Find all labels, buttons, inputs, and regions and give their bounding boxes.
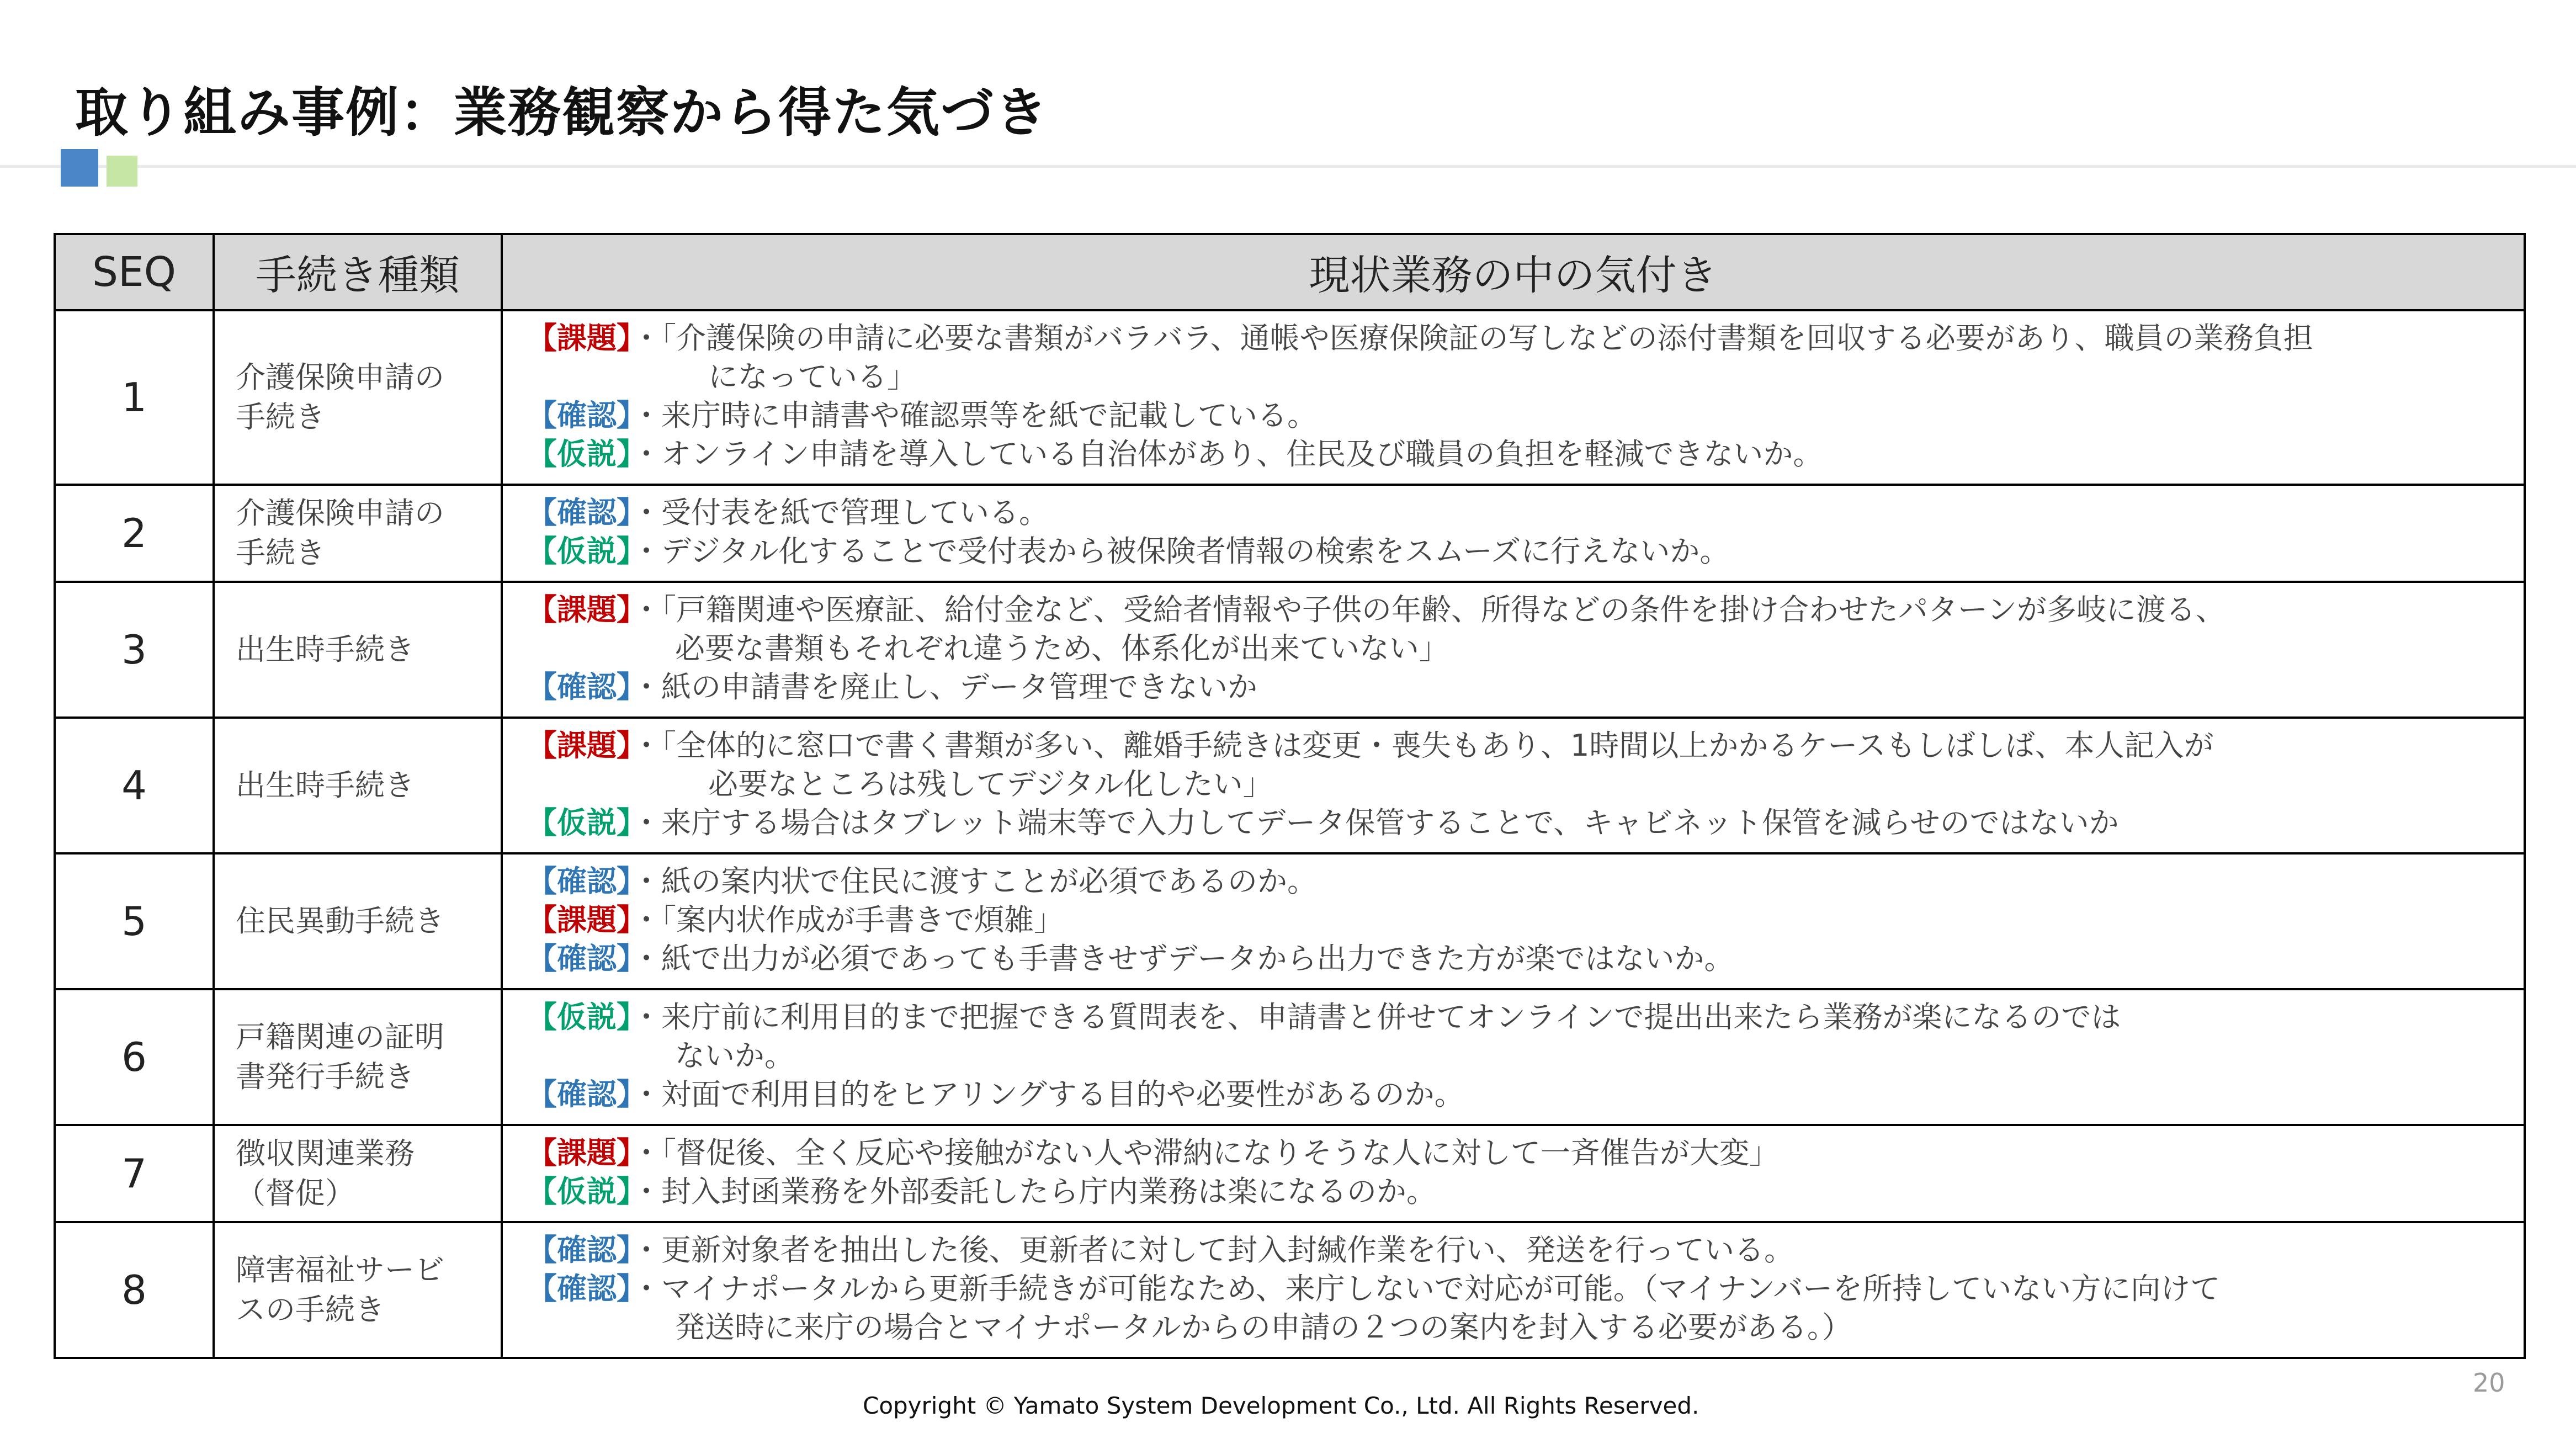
note-tag-kakunin: 【確認】 [527,398,631,433]
accent-square-blue [61,149,98,187]
note-line [527,901,2513,940]
header-seq: SEQ [55,234,214,310]
note-tag-kasetsu: 【仮説】 [527,534,631,569]
note-tag-kakunin: 【確認】 [527,495,631,530]
note-line [527,998,2513,1037]
note-text: ・受付表を紙で管理している。 [631,495,1049,530]
note-line [527,358,2513,396]
note-text: ・「介護保険の申請に必要な書類がバラバラ、通帳や医療保険証の写しなどの添付書類を回収する必要があり、職員の業務負担 [631,321,2313,355]
table-row [55,989,2525,1125]
kind-label: 介護保険申請の [236,360,444,395]
note-tag-kakunin: 【確認】 [527,670,631,704]
kind-label: 出生時手続き [236,768,415,803]
note-tag-kakunin: 【確認】 [527,941,631,976]
note-text: ・マイナポータルから更新手続きが可能なため、来庁しないで対応が可能。（マイナンバーを所持していない方に向けて [631,1271,2221,1306]
note-line [527,1075,2513,1114]
kind-cell [214,853,502,989]
page-title: 取り組み事例：業務観察から得た気づき [75,82,1049,144]
note-line [527,765,2513,804]
kind-label: 手続き [236,400,325,434]
kind-cell [214,989,502,1125]
seq-cell: 6 [55,989,214,1125]
note-line [527,726,2513,765]
note-text: ・「案内状作成が手書きで煩雑」 [631,903,1064,937]
notes-cell [502,1125,2525,1222]
note-text: ・「戸籍関連や医療証、給付金など、受給者情報や子供の年齢、所得などの条件を掛け合わせたパターンが多岐に渡る、 [631,592,2226,627]
note-line [527,1270,2513,1308]
note-line [527,1231,2513,1270]
note-tag-kakunin: 【確認】 [527,1271,631,1306]
kind-label: 出生時手続き [236,632,415,667]
note-tag-kadai: 【課題】 [527,592,631,627]
note-text: ・紙で出力が必須であっても手書きせずデータから出力できた方が楽ではないか。 [631,941,1734,976]
table-row [55,310,2525,485]
kind-label: 戸籍関連の証明 [236,1020,444,1054]
kind-label: 介護保険申請の [236,496,444,530]
table-row [55,718,2525,853]
page-number: 20 [2473,1368,2505,1398]
note-tag-kadai: 【課題】 [527,1135,631,1170]
note-text: ・紙の案内状で住民に渡すことが必須であるのか。 [631,864,1317,899]
table-row [55,485,2525,582]
note-line [527,862,2513,901]
note-text: ・対面で利用目的をヒアリングする目的や必要性があるのか。 [631,1077,1464,1112]
note-text: ・封入封函業務を外部委託したら庁内業務は楽になるのか。 [631,1174,1436,1209]
notes-cell [502,718,2525,853]
note-text: ・来庁前に利用目的まで把握できる質問表を、申請書と併せてオンラインで提出出来たら業務が楽になるのでは [631,1000,2121,1034]
note-text: ・来庁する場合はタブレット端末等で入力してデータ保管することで、キャビネット保管を減らせのではないか [631,805,2119,840]
note-line [527,435,2513,474]
note-text: ・来庁時に申請書や確認票等を紙で記載している。 [631,398,1317,433]
kind-cell [214,718,502,853]
kind-cell [214,310,502,485]
notes-cell [502,485,2525,582]
kind-label: スの手続き [236,1292,385,1327]
kind-cell [214,1222,502,1358]
note-text: ・「督促後、全く反応や接触がない人や滞納になりそうな人に対して一斉催告が大変」 [631,1135,1779,1170]
kind-cell [214,582,502,718]
note-text: ・デジタル化することで受付表から被保険者情報の検索をスムーズに行えないか。 [631,534,1730,569]
note-text: ・紙の申請書を廃止し、データ管理できないか [631,670,1257,704]
table-header-row [55,234,2525,310]
notes-cell [502,310,2525,485]
note-tag-kadai: 【課題】 [527,728,631,763]
note-line [527,591,2513,629]
kind-cell [214,1125,502,1222]
note-tag-kadai: 【課題】 [527,321,631,355]
note-tag-kadai: 【課題】 [527,903,631,937]
table-row [55,853,2525,989]
notes-cell [502,1222,2525,1358]
kind-label: 障害福祉サービ [236,1252,444,1287]
kind-label: 住民異動手続き [236,904,444,938]
table-row [55,1125,2525,1222]
header-notes: 現状業務の中の気付き [502,234,2525,310]
note-text: 必要な書類もそれぞれ違うため、体系化が出来ていない」 [675,631,1449,666]
seq-cell: 8 [55,1222,214,1358]
note-line [527,940,2513,978]
note-text: ・オンライン申請を導入している自治体があり、住民及び職員の負担を軽減できないか。 [631,437,1823,471]
note-text: 必要なところは残してデジタル化したい」 [708,767,1273,802]
kind-label: 手続き [236,535,325,570]
note-text: になっている」 [708,359,917,394]
note-line [527,493,2513,532]
kind-cell [214,485,502,582]
copyright-footer: Copyright © Yamato System Development Co., Ltd. All Rights Reserved. [863,1392,1699,1419]
notes-cell [502,989,2525,1125]
note-line [527,668,2513,707]
notes-cell [502,853,2525,989]
note-tag-kakunin: 【確認】 [527,864,631,899]
seq-cell: 5 [55,853,214,989]
seq-cell: 3 [55,582,214,718]
note-text: ・「全体的に窓口で書く書類が多い、離婚手続きは変更・喪失もあり、1時間以上かかるケースもしばしば、本人記入が [631,728,2214,763]
kind-label: （督促） [236,1176,355,1211]
header-kind: 手続き種類 [214,234,502,310]
note-line [527,319,2513,358]
note-line [527,804,2513,842]
note-line [527,396,2513,435]
note-line [527,1172,2513,1211]
findings-table [54,233,2526,1359]
seq-cell: 4 [55,718,214,853]
note-tag-kakunin: 【確認】 [527,1077,631,1112]
note-line [527,1134,2513,1172]
note-line [527,1308,2513,1347]
table-row [55,582,2525,718]
note-tag-kasetsu: 【仮説】 [527,805,631,840]
note-tag-kasetsu: 【仮説】 [527,1174,631,1209]
note-line [527,532,2513,571]
title-divider [0,165,2576,168]
notes-cell [502,582,2525,718]
note-text: 発送時に来庁の場合とマイナポータルからの申請の２つの案内を封入する必要がある。） [675,1310,1852,1345]
note-text: ないか。 [675,1038,794,1073]
kind-label: 徴収関連業務 [236,1136,415,1171]
note-tag-kakunin: 【確認】 [527,1233,631,1267]
note-line [527,1037,2513,1075]
note-tag-kasetsu: 【仮説】 [527,437,631,471]
note-text: ・更新対象者を抽出した後、更新者に対して封入封緘作業を行い、発送を行っている。 [631,1233,1794,1267]
kind-label: 書発行手続き [236,1059,415,1094]
note-line [527,629,2513,668]
seq-cell: 7 [55,1125,214,1222]
table-row [55,1222,2525,1358]
seq-cell: 1 [55,310,214,485]
seq-cell: 2 [55,485,214,582]
accent-square-green [107,156,137,187]
note-tag-kasetsu: 【仮説】 [527,1000,631,1034]
